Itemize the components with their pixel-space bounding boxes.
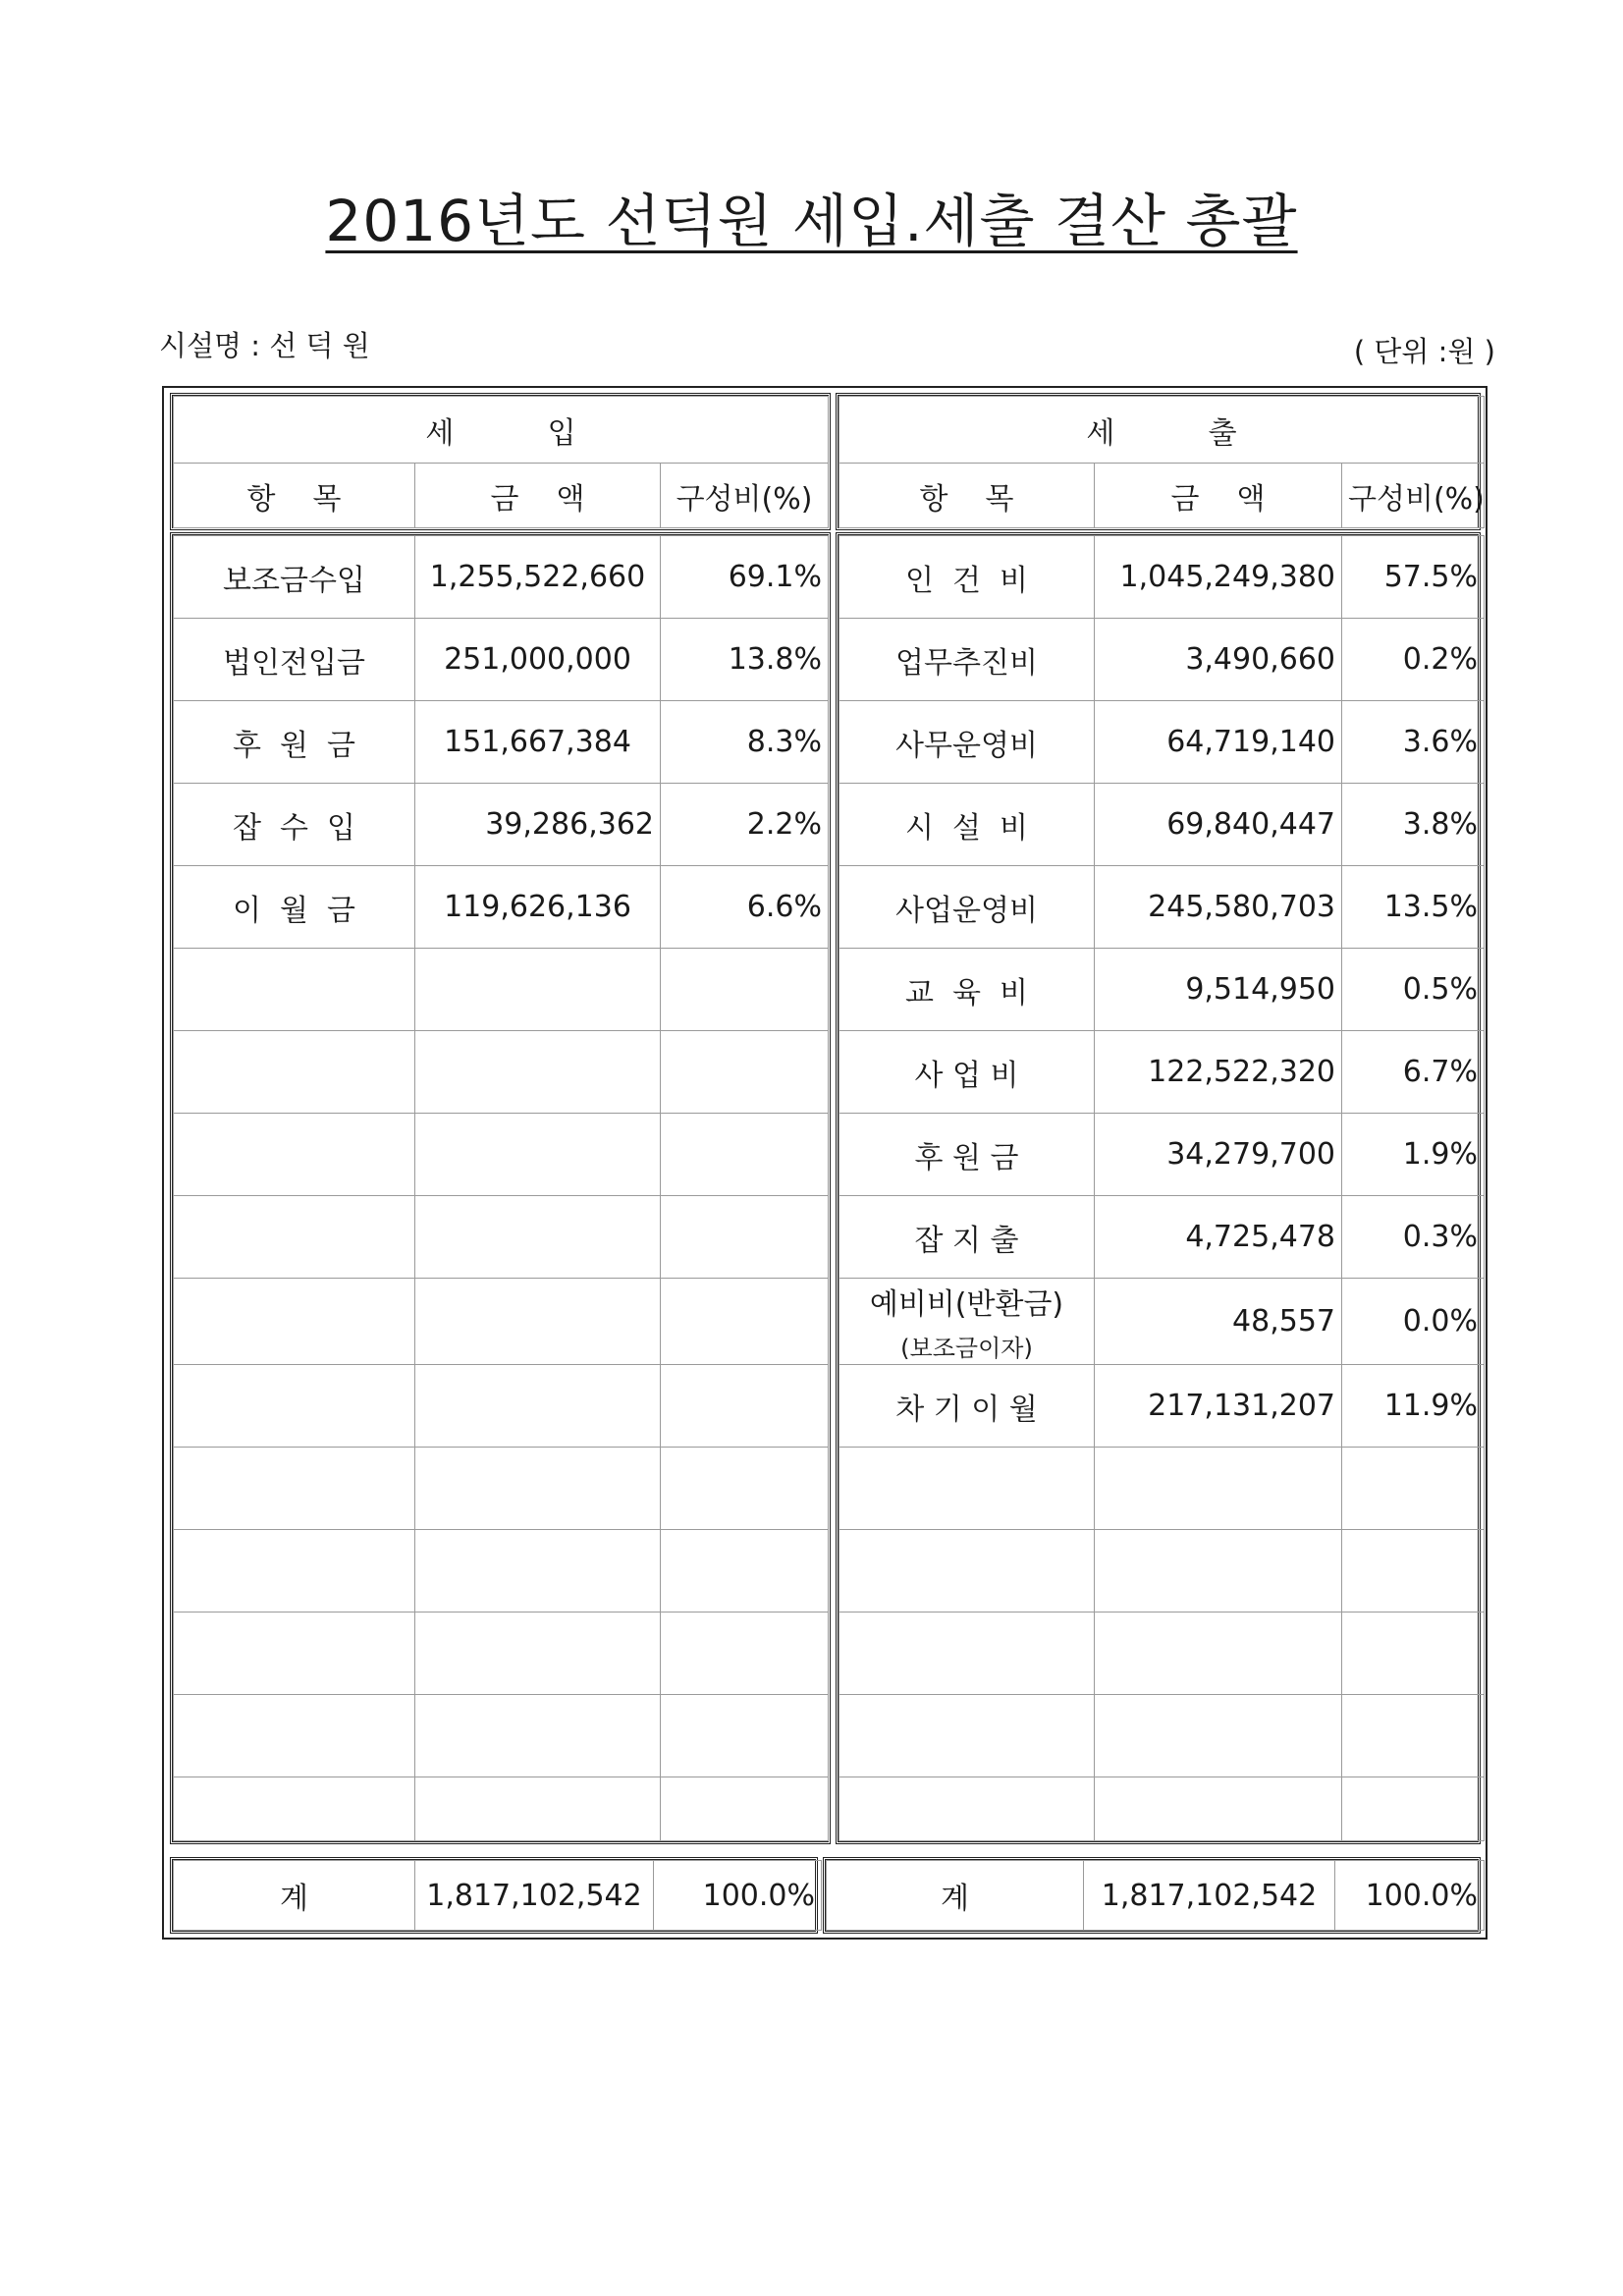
income-ratio: 69.1%	[661, 536, 829, 619]
expense-amount: 3,490,660	[1095, 619, 1342, 701]
empty-row	[174, 1031, 829, 1114]
income-total-amount: 1,817,102,542	[415, 1861, 654, 1931]
expense-section-label: 세 출	[839, 397, 1485, 464]
expense-item-sub: (보조금이자)	[900, 1335, 1033, 1362]
facility-name: 시설명 : 선 덕 원	[159, 329, 370, 362]
expense-ratio: 3.8%	[1342, 784, 1485, 866]
expense-item: 잡 지 출	[839, 1196, 1095, 1279]
expense-ratio: 6.7%	[1342, 1031, 1485, 1114]
table-row	[839, 1365, 1485, 1448]
income-header-panel	[170, 393, 831, 530]
income-item: 법인전입금	[174, 619, 415, 701]
expense-item: 사 업 비	[839, 1031, 1095, 1114]
expense-amount: 34,279,700	[1095, 1114, 1342, 1196]
table-row	[839, 1196, 1485, 1279]
income-ratio: 8.3%	[661, 701, 829, 784]
expense-amount: 245,580,703	[1095, 866, 1342, 949]
table-row	[839, 1114, 1485, 1196]
expense-amount: 64,719,140	[1095, 701, 1342, 784]
income-item: 보조금수입	[174, 536, 415, 619]
expense-amount: 4,725,478	[1095, 1196, 1342, 1279]
expense-ratio: 0.3%	[1342, 1196, 1485, 1279]
expense-body-panel	[836, 532, 1481, 1844]
income-header-amount: 금 액	[415, 464, 661, 528]
empty-row	[174, 1114, 829, 1196]
expense-item: 차 기 이 월	[839, 1365, 1095, 1448]
empty-row	[174, 1365, 829, 1448]
income-amount: 251,000,000	[415, 619, 661, 701]
empty-row	[839, 1777, 1485, 1841]
income-amount: 1,255,522,660	[415, 536, 661, 619]
expense-header-panel	[836, 393, 1485, 530]
expense-ratio: 0.0%	[1342, 1279, 1485, 1365]
expense-amount: 1,045,249,380	[1095, 536, 1342, 619]
empty-row	[839, 1448, 1485, 1530]
empty-row	[839, 1530, 1485, 1613]
empty-row	[174, 1777, 829, 1841]
income-table	[173, 535, 829, 1841]
expense-table	[839, 535, 1485, 1841]
expense-ratio: 57.5%	[1342, 536, 1485, 619]
page-title-text: 2016년도 선덕원 세입.세출 결산 총괄	[325, 188, 1298, 254]
income-header-ratio: 구성비(%)	[661, 464, 829, 528]
table-row	[839, 949, 1485, 1031]
expense-ratio: 13.5%	[1342, 866, 1485, 949]
expense-item: 후 원 금	[839, 1114, 1095, 1196]
expense-total-ratio: 100.0%	[1335, 1861, 1485, 1931]
empty-row	[839, 1695, 1485, 1777]
table-row	[174, 866, 829, 949]
income-amount: 151,667,384	[415, 701, 661, 784]
table-row	[174, 536, 829, 619]
income-item: 잡 수 입	[174, 784, 415, 866]
empty-row	[174, 1448, 829, 1530]
expense-ratio: 11.9%	[1342, 1365, 1485, 1448]
income-section-label: 세 입	[174, 397, 829, 464]
income-item: 후 원 금	[174, 701, 415, 784]
table-row	[839, 536, 1485, 619]
table-row	[174, 701, 829, 784]
expense-item: 업무추진비	[839, 619, 1095, 701]
income-body-panel	[170, 532, 831, 1844]
income-ratio: 13.8%	[661, 619, 829, 701]
table-row	[839, 784, 1485, 866]
table-row	[839, 701, 1485, 784]
expense-ratio: 0.2%	[1342, 619, 1485, 701]
income-item: 이 월 금	[174, 866, 415, 949]
expense-ratio: 1.9%	[1342, 1114, 1485, 1196]
unit-label: ( 단위 :원 )	[1353, 335, 1495, 368]
expense-ratio: 3.6%	[1342, 701, 1485, 784]
income-ratio: 6.6%	[661, 866, 829, 949]
expense-header-amount: 금 액	[1095, 464, 1342, 528]
income-amount: 119,626,136	[415, 866, 661, 949]
table-row	[174, 784, 829, 866]
expense-item: 시 설 비	[839, 784, 1095, 866]
table-row	[839, 1279, 1485, 1365]
empty-row	[174, 1613, 829, 1695]
expense-item-multi	[839, 1279, 1095, 1365]
empty-row	[174, 1530, 829, 1613]
expense-amount: 9,514,950	[1095, 949, 1342, 1031]
income-total-label: 계	[174, 1861, 415, 1931]
expense-amount: 69,840,447	[1095, 784, 1342, 866]
expense-item: 예비비(반환금)	[869, 1287, 1064, 1322]
income-header-item: 항 목	[174, 464, 415, 528]
empty-row	[174, 1279, 829, 1365]
expense-amount: 48,557	[1095, 1279, 1342, 1365]
expense-header-item: 항 목	[839, 464, 1095, 528]
expense-ratio: 0.5%	[1342, 949, 1485, 1031]
income-total-ratio: 100.0%	[654, 1861, 822, 1931]
table-row	[174, 619, 829, 701]
expense-total-panel	[823, 1857, 1481, 1934]
table-row	[839, 1031, 1485, 1114]
expense-amount: 122,522,320	[1095, 1031, 1342, 1114]
income-ratio: 2.2%	[661, 784, 829, 866]
expense-total-amount: 1,817,102,542	[1084, 1861, 1335, 1931]
expense-total-label: 계	[827, 1861, 1084, 1931]
page-title	[0, 175, 1623, 257]
expense-item: 사업운영비	[839, 866, 1095, 949]
empty-row	[174, 949, 829, 1031]
expense-item: 사무운영비	[839, 701, 1095, 784]
expense-item: 교 육 비	[839, 949, 1095, 1031]
empty-row	[174, 1695, 829, 1777]
income-amount: 39,286,362	[415, 784, 661, 866]
table-row	[839, 866, 1485, 949]
table-row	[839, 619, 1485, 701]
expense-item: 인 건 비	[839, 536, 1095, 619]
empty-row	[839, 1613, 1485, 1695]
expense-amount: 217,131,207	[1095, 1365, 1342, 1448]
income-total-panel	[170, 1857, 818, 1934]
empty-row	[174, 1196, 829, 1279]
expense-header-ratio: 구성비(%)	[1342, 464, 1485, 528]
